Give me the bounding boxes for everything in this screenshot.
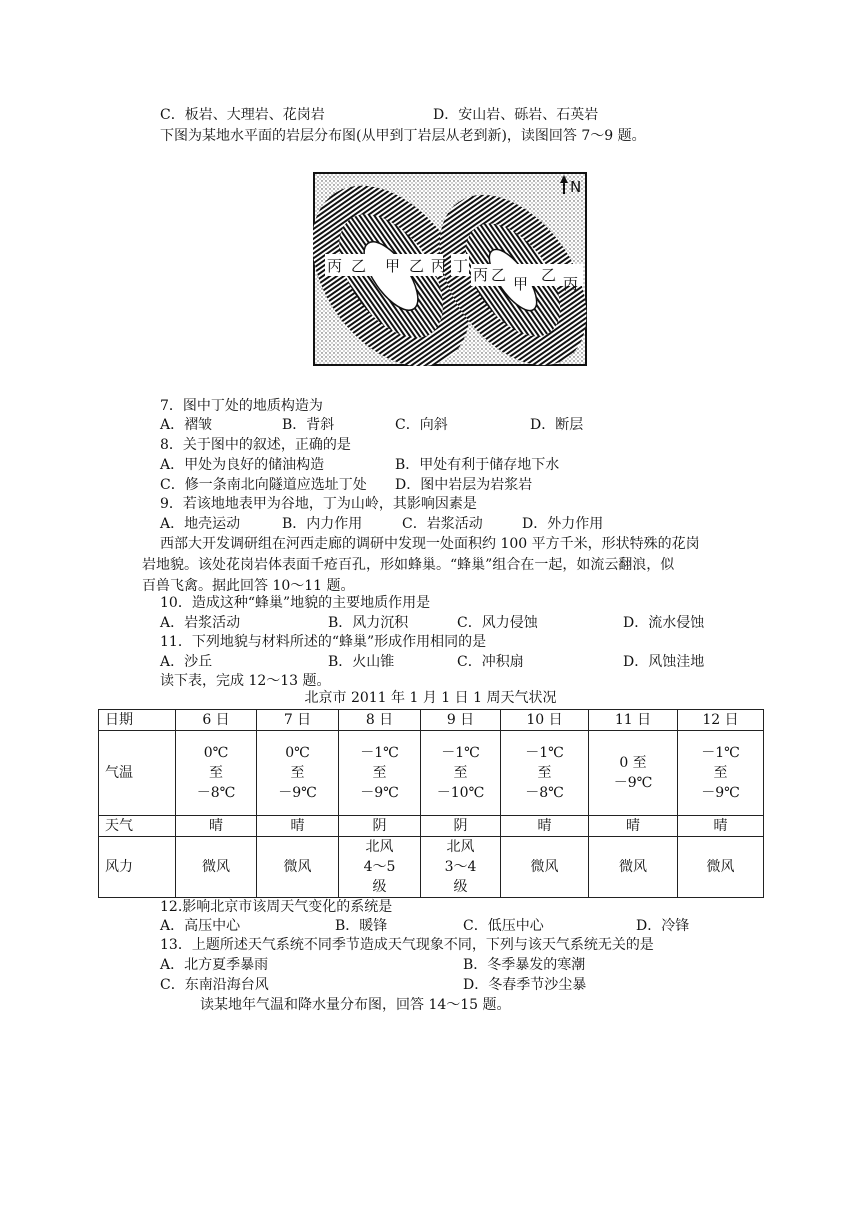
temp-cell xyxy=(589,731,678,816)
date-cell: 7 日 xyxy=(257,710,339,731)
temp-high: －1℃ xyxy=(525,745,564,761)
q13-option-a: A．北方夏季暴雨 xyxy=(160,957,269,973)
intro-14-15: 读某地年气温和降水量分布图，回答 14～15 题。 xyxy=(200,997,511,1013)
q12-option-b: B．暖锋 xyxy=(335,918,388,934)
temp-high: －1℃ xyxy=(701,745,740,761)
temp-high: 0℃ xyxy=(203,745,229,761)
right-label-2: 乙 xyxy=(491,266,507,284)
temp-to: 至 xyxy=(713,765,728,781)
right-label-5: 丙 xyxy=(563,275,579,293)
q12-stem: 12.影响北京市该周天气变化的系统是 xyxy=(160,899,393,915)
right-label-3: 甲 xyxy=(513,275,529,293)
date-cell: 11 日 xyxy=(589,710,678,731)
q10-option-c: C．风力侵蚀 xyxy=(457,615,538,631)
date-cell: 12 日 xyxy=(678,710,764,731)
q9-option-d: D．外力作用 xyxy=(522,516,604,532)
date-cell: 10 日 xyxy=(501,710,589,731)
wind-force: 3～4 xyxy=(444,859,477,875)
q10-option-d: D．流水侵蚀 xyxy=(623,615,705,631)
q9-option-a: A．地壳运动 xyxy=(160,516,241,532)
q8-option-d: D．图中岩层为岩浆岩 xyxy=(395,477,533,493)
row-label-temp: 气温 xyxy=(99,731,176,816)
table-row-wind xyxy=(99,837,764,898)
q9-option-c: C．岩浆活动 xyxy=(402,516,483,532)
row-label-wind: 风力 xyxy=(99,837,176,898)
left-label-1: 丙 xyxy=(327,257,343,275)
right-label-1: 丙 xyxy=(473,266,489,284)
temp-high: 0 至 xyxy=(619,755,647,771)
wind-cell: 微风 xyxy=(501,837,589,898)
left-label-4: 乙 xyxy=(409,257,425,275)
q10-option-b: B．风力沉积 xyxy=(328,615,409,631)
row-label-sky: 天气 xyxy=(99,816,176,837)
date-cell: 9 日 xyxy=(421,710,501,731)
sky-cell: 阴 xyxy=(421,816,501,837)
temp-to: 至 xyxy=(453,765,468,781)
q13-option-b: B．冬季暴发的寒潮 xyxy=(463,957,586,973)
q7-option-c: C．向斜 xyxy=(395,417,448,433)
wind-cell: 微风 xyxy=(176,837,257,898)
q10-stem: 10．造成这种“蜂巢”地貌的主要地质作用是 xyxy=(160,595,431,611)
q13-option-d: D．冬春季节沙尘暴 xyxy=(463,977,587,993)
temp-high: 0℃ xyxy=(285,745,310,761)
q11-option-d: D．风蚀洼地 xyxy=(623,654,705,670)
q13-stem: 13．上题所述天气系统不同季节造成天气现象不同，下列与该天气系统无关的是 xyxy=(160,937,654,953)
temp-cell xyxy=(176,731,257,816)
temp-cell xyxy=(501,731,589,816)
sky-cell: 晴 xyxy=(678,816,764,837)
temp-to: 至 xyxy=(372,765,387,781)
passage-line-3: 百兽飞禽。据此回答 10～11 题。 xyxy=(142,578,355,594)
temp-low: －9℃ xyxy=(360,785,399,801)
q8-option-c: C．修一条南北向隧道应选址丁处 xyxy=(160,477,367,493)
q6-option-d: D．安山岩、砾岩、石英岩 xyxy=(433,107,599,123)
row-label-date: 日期 xyxy=(99,710,176,731)
temp-to: 至 xyxy=(537,765,552,781)
left-label-strip xyxy=(325,254,443,276)
table-row-date xyxy=(99,710,764,731)
wind-unit: 级 xyxy=(453,879,468,895)
q7-stem: 7．图中丁处的地质构造为 xyxy=(160,398,323,414)
q7-option-b: B．背斜 xyxy=(282,417,335,433)
north-label: N xyxy=(570,178,582,196)
q10-option-a: A．岩浆活动 xyxy=(160,615,241,631)
q12-option-c: C．低压中心 xyxy=(463,918,544,934)
sky-cell: 晴 xyxy=(589,816,678,837)
q7-option-a: A．褶皱 xyxy=(160,417,213,433)
temp-high: －1℃ xyxy=(441,745,480,761)
left-label-5: 丙 xyxy=(431,257,447,275)
q11-option-a: A．沙丘 xyxy=(160,654,213,670)
temp-low: －8℃ xyxy=(525,785,564,801)
q6-option-c: C．板岩、大理岩、花岗岩 xyxy=(160,107,325,123)
sky-cell: 晴 xyxy=(501,816,589,837)
q9-option-b: B．内力作用 xyxy=(282,516,363,532)
q12-option-a: A．高压中心 xyxy=(160,918,241,934)
temp-to: 至 xyxy=(290,765,305,781)
q8-stem: 8．关于图中的叙述，正确的是 xyxy=(160,437,351,453)
q11-option-b: B．火山锥 xyxy=(328,654,395,670)
wind-cell: 微风 xyxy=(257,837,339,898)
q8-option-a: A．甲处为良好的储油构造 xyxy=(160,457,325,473)
wind-force: 4～5 xyxy=(363,859,396,875)
passage-line-1: 西部大开发调研组在河西走廊的调研中发现一处面积约 100 平方千米，形状特殊的花岗 xyxy=(160,536,700,552)
left-label-3: 甲 xyxy=(385,257,401,275)
left-label-2: 乙 xyxy=(351,257,367,275)
date-cell: 6 日 xyxy=(176,710,257,731)
weather-table xyxy=(98,709,764,898)
q12-option-d: D．冷锋 xyxy=(636,918,690,934)
table-row-sky xyxy=(99,816,764,837)
table-caption: 北京市 2011 年 1 月 1 日 1 周天气状况 xyxy=(304,690,557,706)
temp-cell xyxy=(257,731,339,816)
temp-cell xyxy=(339,731,421,816)
wind-cell xyxy=(421,837,501,898)
wind-cell: 微风 xyxy=(678,837,764,898)
wind-cell xyxy=(339,837,421,898)
temp-to: 至 xyxy=(209,765,223,781)
rock-layer-map xyxy=(313,172,587,366)
q11-stem: 11．下列地貌与材料所述的“蜂巢”形成作用相同的是 xyxy=(160,634,487,650)
temp-low: －9℃ xyxy=(701,785,740,801)
wind-unit: 级 xyxy=(372,879,387,895)
q9-stem: 9．若该地地表甲为谷地，丁为山岭，其影响因素是 xyxy=(160,496,477,512)
middle-label-ding: 丁 xyxy=(453,257,469,275)
temp-low: －10℃ xyxy=(436,785,485,801)
temp-cell xyxy=(421,731,501,816)
q13-option-c: C．东南沿海台风 xyxy=(160,977,269,993)
temp-high: －1℃ xyxy=(360,745,399,761)
intro-7-9: 下图为某地水平面的岩层分布图(从甲到丁岩层从老到新)，读图回答 7～9 题。 xyxy=(160,128,646,144)
wind-direction: 北风 xyxy=(446,839,475,855)
sky-cell: 晴 xyxy=(176,816,257,837)
passage-line-2: 岩地貌。该处花岗岩体表面千疮百孔，形如蜂巢。“蜂巢”组合在一起，如流云翻浪，似 xyxy=(142,557,675,573)
right-label-4: 乙 xyxy=(541,266,557,284)
intro-12-13: 读下表，完成 12～13 题。 xyxy=(160,673,331,689)
temp-low: －9℃ xyxy=(613,775,653,791)
q8-option-b: B．甲处有利于储存地下水 xyxy=(395,457,560,473)
temp-low: －8℃ xyxy=(196,785,236,801)
sky-cell: 阴 xyxy=(339,816,421,837)
table-row-temp xyxy=(99,731,764,816)
q7-option-d: D．断层 xyxy=(530,417,584,433)
date-cell: 8 日 xyxy=(339,710,421,731)
temp-cell xyxy=(678,731,764,816)
sky-cell: 晴 xyxy=(257,816,339,837)
wind-direction: 北风 xyxy=(365,839,394,855)
temp-low: －9℃ xyxy=(278,785,317,801)
wind-cell: 微风 xyxy=(589,837,678,898)
q11-option-c: C．冲积扇 xyxy=(457,654,524,670)
